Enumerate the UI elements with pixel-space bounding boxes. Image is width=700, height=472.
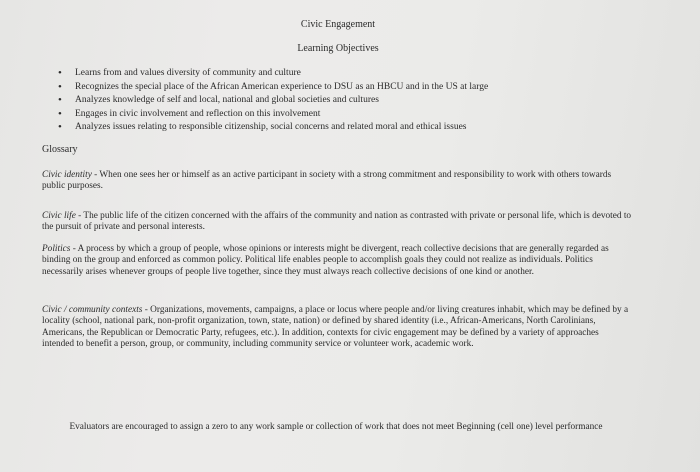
document-title: Civic Engagement (300, 19, 376, 30)
glossary-definition: - The public life of the citizen concerned with the affairs of the community and nation as contrasted with private or personal life, which is devoted to the pursuit of private and personal interests. (42, 211, 632, 233)
glossary-entry-civic-identity (42, 170, 632, 193)
glossary-term: Civic identity (42, 170, 92, 180)
objective-item: • Engages in civic involvement and reflection on this involvement (58, 108, 488, 122)
glossary-entry-civic-life (42, 211, 632, 234)
glossary-definition: - When one sees her or himself as an active participant in society with a strong commitment and responsibility to work with others towards public purposes. (42, 170, 612, 192)
objective-item: • Recognizes the special place of the African American experience to DSU as an HBCU and in the US at large (58, 81, 488, 95)
objective-item: • Learns from and values diversity of community and culture (58, 67, 488, 81)
glossary-term: Civic life (42, 211, 76, 221)
glossary-entry-civic-community-contexts (42, 305, 632, 350)
evaluator-note: Evaluators are encouraged to assign a zero to any work sample or collection of work that does not meet Beginning (cell one) level performance (69, 422, 603, 432)
learning-objectives-heading: Learning Objectives (297, 43, 379, 54)
glossary-term: Politics (42, 244, 71, 254)
objective-item: • Analyzes issues relating to responsible citizenship, social concerns and related moral and ethical issues (58, 121, 488, 135)
glossary-definition: - A process by which a group of people, whose opinions or interests might be divergent, reach collective decisions that are generally regarded as binding on the group and enforced as common policy. Political life enables people to accomplish goals they could not realize as individuals. Politics necessarily arises whenever groups of people live together, since they must always reach collective decisions of one kind or another. (42, 244, 609, 277)
glossary-definition: - Organizations, movements, campaigns, a place or locus where people and/or living creatures inhabit, which may be defined by a locality (school, national park, non-profit organization, town, state, nation) or defined by shared identity (i.e., African-Americans, North Carolinians, Americans, the Republican or Democratic Party, refugees, etc.). In addition, contexts for civic engagement may be defined by a variety of approaches intended to benefit a person, group, or community, including community service or volunteer work, academic work. (42, 305, 629, 349)
glossary-term: Civic / community contexts (42, 305, 143, 315)
objectives-list (58, 67, 488, 135)
glossary-heading: Glossary (42, 144, 78, 155)
glossary-entry-politics (42, 244, 632, 278)
objective-item: • Analyzes knowledge of self and local, national and global societies and cultures (58, 94, 488, 108)
